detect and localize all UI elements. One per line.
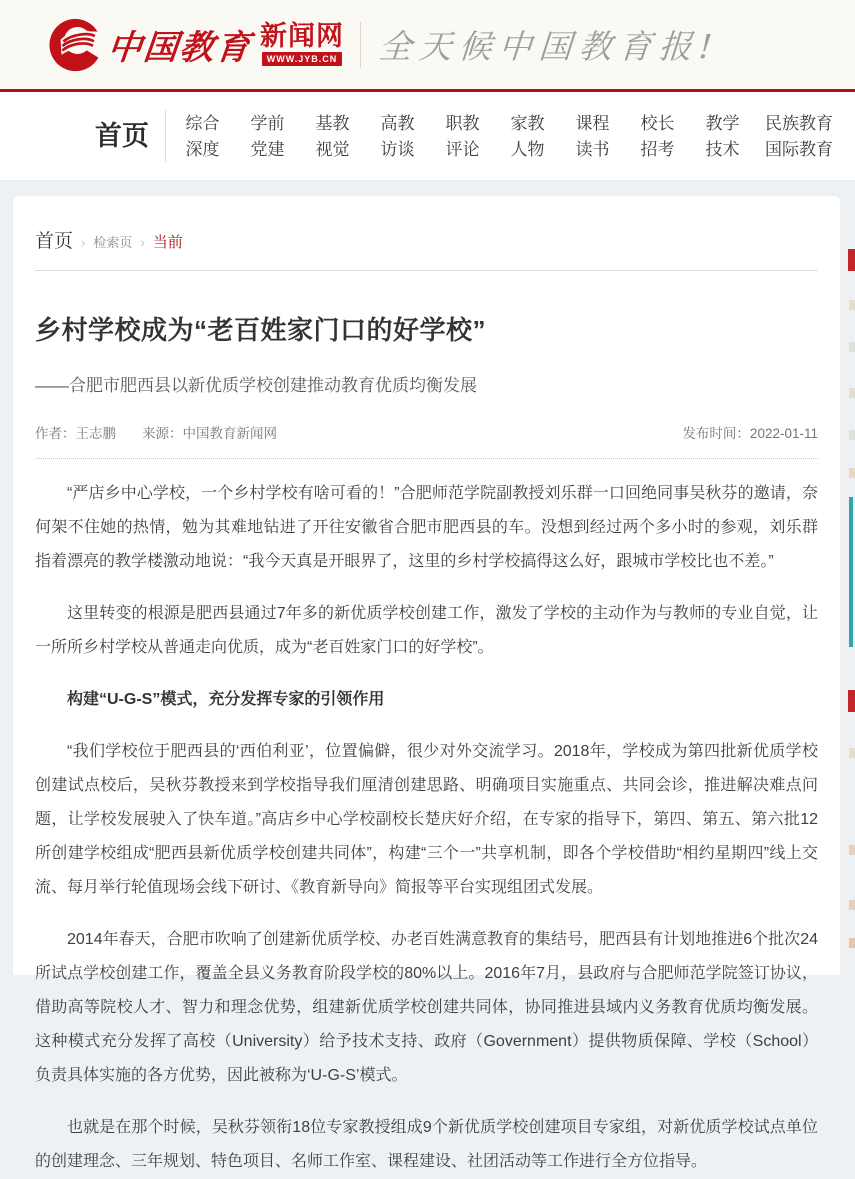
article-meta	[35, 422, 818, 442]
nav-item-1-top[interactable]: 综合	[185, 113, 220, 133]
nav-item-8-top[interactable]: 校长	[640, 113, 675, 133]
site-name-left: 中国教育	[105, 28, 254, 68]
nav-item-7-top[interactable]: 课程	[575, 113, 610, 133]
nav-column-2	[235, 115, 300, 158]
nav-item-10-top[interactable]: 民族教育	[765, 113, 833, 133]
nav-columns	[170, 115, 843, 158]
breadcrumb-home[interactable]: 首页	[35, 231, 74, 252]
nav-column-8	[625, 115, 690, 158]
article-meta-left	[35, 422, 277, 442]
nav-column-3	[300, 115, 365, 158]
nav-column-9	[690, 115, 755, 158]
site-name-right: 新闻网	[260, 21, 344, 52]
article-body	[35, 477, 818, 1179]
nav-item-9-top[interactable]: 教学	[705, 113, 740, 133]
section-heading: 构建“U-G-S”模式，充分发挥专家的引领作用	[67, 691, 385, 708]
article-author: 作者：王志鹏	[35, 426, 116, 441]
article-title: 乡村学校成为“老百姓家门口的好学校”	[35, 315, 487, 345]
article-card	[13, 196, 840, 1170]
article-paragraph-4: “我们学校位于肥西县的‘西伯利亚’，位置偏僻，很少对外交流学习。2018年，学校成为第四批新优质学校创建试点校后，吴秋芬教授来到学校指导我们厘清创建思路、明确项目实施重点、共同会诊，推进解决难点问题，让学校发展驶入了快车道。”高店乡中心学校副校长楚庆好介绍，在专家的指导下，第四、第五、第六批12所创建学校组成“肥西县新优质学校创建共同体”，构建“三个一”共享机制，即各个学校借助“相约星期四”线上交流、每月举行轮值现场会线下研讨、《教育新导向》简报等平台实现组团式发展。	[35, 743, 818, 896]
site-name-right-block	[260, 23, 344, 66]
site-banner	[0, 0, 855, 89]
flag-circle-logo-icon	[48, 18, 102, 72]
nav-column-10	[755, 115, 843, 158]
nav-item-2-top[interactable]: 学前	[250, 113, 285, 133]
nav-item-5-top[interactable]: 职教	[445, 113, 480, 133]
nav-divider	[165, 110, 166, 162]
nav-item-6-top[interactable]: 家教	[510, 113, 545, 133]
nav-item-3-bottom[interactable]: 视觉	[315, 139, 350, 159]
article-paragraph-5: 2014年春天，合肥市吹响了创建新优质学校、办老百姓满意教育的集结号，肥西县有计划地推进6个批次24所试点学校创建工作，覆盖全县义务教育阶段学校的80%以上。2016年7月，县政府与合肥师范学院签订协议，借助高等院校人才、智力和理念优势，组建新优质学校创建共同体，协同推进县域内义务教育优质均衡发展。这种模式充分发挥了高校（University）给予技术支持、政府（Government）提供物质保障、学校（School）负责具体实施的各方优势，因此被称为‘U-G-S’模式。	[35, 931, 818, 1084]
article-publish-time: 发布时间：2022-01-11	[682, 426, 818, 441]
breadcrumb-search-page[interactable]: 检索页	[93, 235, 133, 250]
article-paragraph-1: “严店乡中心学校，一个乡村学校有啥可看的！”合肥师范学院副教授刘乐群一口回绝同事吴秋芬的邀请，奈何架不住她的热情，勉为其难地钻进了开往安徽省合肥市肥西县的车。没想到经过两个多小时的参观，刘乐群指着漂亮的教学楼激动地说：“我今天真是开眼界了，这里的乡村学校搞得这么好，跟城市学校比也不差。”	[35, 485, 818, 570]
nav-column-1	[170, 115, 235, 158]
site-url-badge: WWW.JYB.CN	[262, 52, 343, 66]
banner-divider	[360, 22, 361, 68]
site-logo[interactable]	[48, 18, 344, 72]
nav-item-10-bottom[interactable]: 国际教育	[765, 139, 833, 159]
nav-item-2-bottom[interactable]: 党建	[250, 139, 285, 159]
article-source: 来源：中国教育新闻网	[142, 426, 277, 441]
nav-column-4	[365, 115, 430, 158]
nav-item-6-bottom[interactable]: 人物	[510, 139, 545, 159]
nav-column-6	[495, 115, 560, 158]
site-tagline: 全天候中国教育报!	[377, 27, 721, 66]
breadcrumb-divider	[35, 270, 818, 271]
nav-column-5	[430, 115, 495, 158]
nav-item-4-bottom[interactable]: 访谈	[380, 139, 415, 159]
article-paragraph-2: 这里转变的根源是肥西县通过7年多的新优质学校创建工作，激发了学校的主动作为与教师的专业自觉，让一所所乡村学校从普通走向优质，成为“老百姓家门口的好学校”。	[35, 605, 818, 656]
nav-column-7	[560, 115, 625, 158]
nav-item-3-top[interactable]: 基教	[315, 113, 350, 133]
chevron-right-icon: ›	[81, 235, 86, 250]
nav-item-8-bottom[interactable]: 招考	[640, 139, 675, 159]
article-subtitle: ——合肥市肥西县以新优质学校创建推动教育优质均衡发展	[35, 376, 477, 395]
nav-item-5-bottom[interactable]: 评论	[445, 139, 480, 159]
breadcrumb-current: 当前	[152, 234, 183, 251]
article-paragraph-6: 也就是在那个时候，吴秋芬领衔18位专家教授组成9个新优质学校创建项目专家组，对新优质学校试点单位的创建理念、三年规划、特色项目、名师工作室、课程建设、社团活动等工作进行全方位指导。	[35, 1119, 818, 1170]
main-navigation	[0, 92, 855, 181]
nav-item-9-bottom[interactable]: 技术	[705, 139, 740, 159]
nav-item-7-bottom[interactable]: 读书	[575, 139, 610, 159]
nav-home-link[interactable]: 首页	[95, 120, 149, 151]
meta-dotted-divider	[35, 458, 818, 459]
chevron-right-icon: ›	[140, 235, 145, 250]
nav-item-4-top[interactable]: 高教	[380, 113, 415, 133]
page-background	[0, 181, 855, 1170]
nav-item-1-bottom[interactable]: 深度	[185, 139, 220, 159]
breadcrumb	[35, 226, 818, 253]
